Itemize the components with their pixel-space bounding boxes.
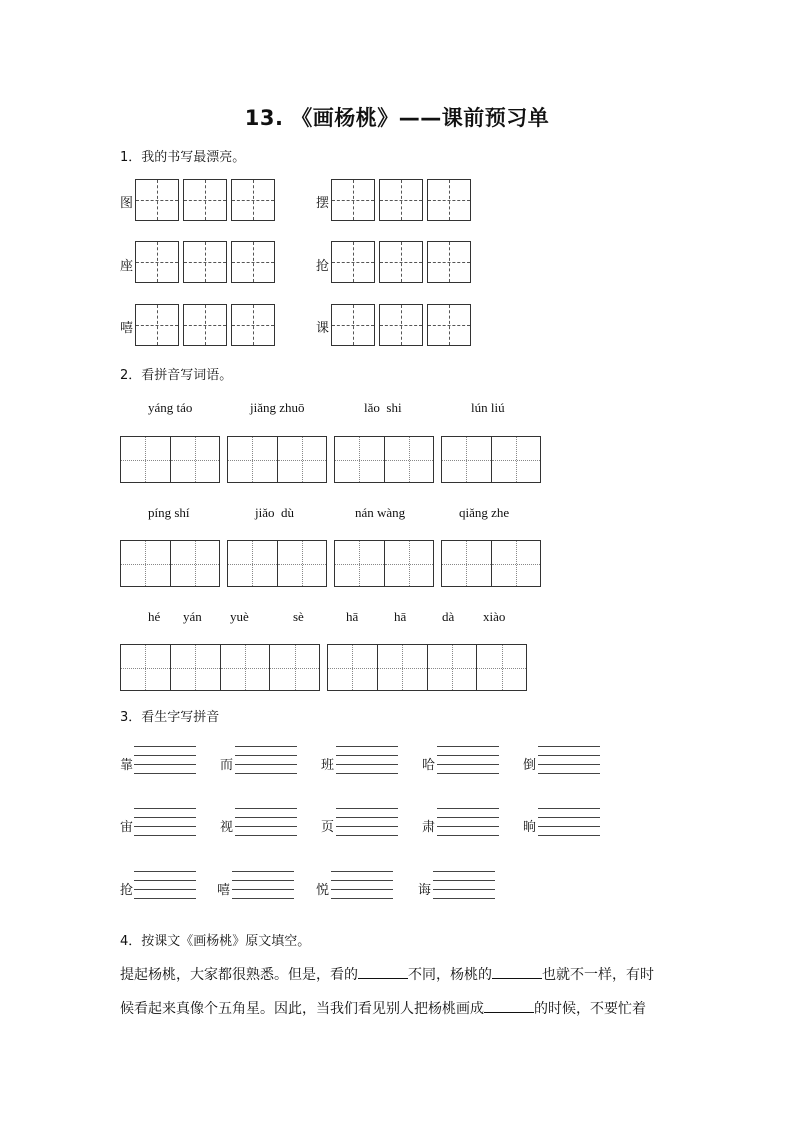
paragraph-line-2 [120,992,680,1026]
page-title: 13. 《画杨桃》——课前预习单 [244,106,550,130]
q3-char: 晌 [523,820,537,835]
word-writing-box[interactable] [227,436,327,483]
paragraph-text: 不同，杨桃的 [408,967,492,983]
fill-in-paragraph [120,958,680,1026]
writing-grid-cell[interactable] [379,179,423,221]
writing-grid-cell[interactable] [331,241,375,283]
q3-char: 抢 [120,883,134,898]
writing-grid-cell[interactable] [427,304,471,346]
word-writing-box[interactable] [441,436,541,483]
q3-char: 悦 [316,883,330,898]
pinyin-writing-lines[interactable] [331,871,393,899]
q3-char: 嘻 [217,883,231,898]
paragraph-text: 的时候，不要忙着 [534,1001,646,1017]
writing-grid-cell[interactable] [331,304,375,346]
paragraph-text: 提起杨桃，大家都很熟悉。但是，看的 [120,967,358,983]
pinyin-writing-lines[interactable] [134,746,196,774]
pinyin-writing-lines[interactable] [336,746,398,774]
writing-grid-cell[interactable] [379,304,423,346]
q3-char: 肃 [422,820,436,835]
paragraph-line-1 [120,958,680,992]
writing-grid-cell[interactable] [231,304,275,346]
writing-grid-cell[interactable] [379,241,423,283]
q1-char: 摆 [316,196,330,211]
word-writing-box[interactable] [327,644,527,691]
pinyin-writing-lines[interactable] [134,808,196,836]
word-writing-box[interactable] [120,540,220,587]
word-writing-box[interactable] [227,540,327,587]
question-1-label: 1．我的书写最漂亮。 [120,150,246,165]
pinyin-prompt: sè [293,609,304,624]
pinyin-writing-lines[interactable] [437,808,499,836]
pinyin-prompt: hé [148,609,161,624]
pinyin-prompt: hā [394,609,407,624]
writing-grid-cell[interactable] [427,179,471,221]
word-writing-box[interactable] [120,644,320,691]
pinyin-prompt: xiào [483,609,506,624]
fill-blank[interactable] [492,964,542,979]
writing-grid-cell[interactable] [135,304,179,346]
q3-char: 倒 [523,758,537,773]
pinyin-prompt: jiǎo dù [255,505,294,520]
word-writing-box[interactable] [441,540,541,587]
q3-char: 诲 [418,883,432,898]
pinyin-writing-lines[interactable] [134,871,196,899]
q1-char: 图 [120,196,134,211]
question-2-label: 2．看拼音写词语。 [120,368,233,383]
pinyin-prompt: jiǎng zhuō [250,400,305,415]
q1-char: 课 [316,321,330,336]
paragraph-text: 也就不一样，有时 [542,967,654,983]
pinyin-writing-lines[interactable] [433,871,495,899]
q3-char: 哈 [422,758,436,773]
q3-char: 而 [220,758,234,773]
pinyin-writing-lines[interactable] [437,746,499,774]
writing-grid-cell[interactable] [135,241,179,283]
question-4-label: 4．按课文《画杨桃》原文填空。 [120,934,311,949]
pinyin-prompt: hā [346,609,359,624]
question-3-label: 3．看生字写拼音 [120,710,220,725]
fill-blank[interactable] [484,998,534,1013]
q1-char: 抢 [316,259,330,274]
pinyin-writing-lines[interactable] [336,808,398,836]
pinyin-prompt: nán wàng [355,505,406,520]
q3-char: 靠 [120,758,134,773]
writing-grid-cell[interactable] [231,179,275,221]
pinyin-writing-lines[interactable] [538,746,600,774]
pinyin-writing-lines[interactable] [235,746,297,774]
word-writing-box[interactable] [334,436,434,483]
q3-char: 班 [321,758,335,773]
writing-grid-cell[interactable] [135,179,179,221]
writing-grid-cell[interactable] [183,304,227,346]
pinyin-writing-lines[interactable] [235,808,297,836]
pinyin-prompt: lǎo shi [364,400,402,415]
writing-grid-cell[interactable] [183,241,227,283]
pinyin-prompt: dà [442,609,455,624]
pinyin-prompt: qiǎng zhe [459,505,510,520]
q3-char: 页 [321,820,335,835]
q1-char: 嘻 [120,321,134,336]
word-writing-box[interactable] [120,436,220,483]
fill-blank[interactable] [358,964,408,979]
word-writing-box[interactable] [334,540,434,587]
pinyin-prompt: yán [183,609,202,624]
q3-char: 视 [220,820,234,835]
writing-grid-cell[interactable] [231,241,275,283]
q1-char: 座 [120,259,134,274]
pinyin-prompt: yáng táo [148,400,193,415]
pinyin-writing-lines[interactable] [232,871,294,899]
writing-grid-cell[interactable] [427,241,471,283]
writing-grid-cell[interactable] [183,179,227,221]
pinyin-prompt: yuè [230,609,249,624]
q3-char: 宙 [120,820,134,835]
pinyin-prompt: píng shí [148,505,190,520]
pinyin-writing-lines[interactable] [538,808,600,836]
writing-grid-cell[interactable] [331,179,375,221]
pinyin-prompt: lún liú [471,400,505,415]
paragraph-text: 候看起来真像个五角星。因此，当我们看见别人把杨桃画成 [120,1001,484,1017]
